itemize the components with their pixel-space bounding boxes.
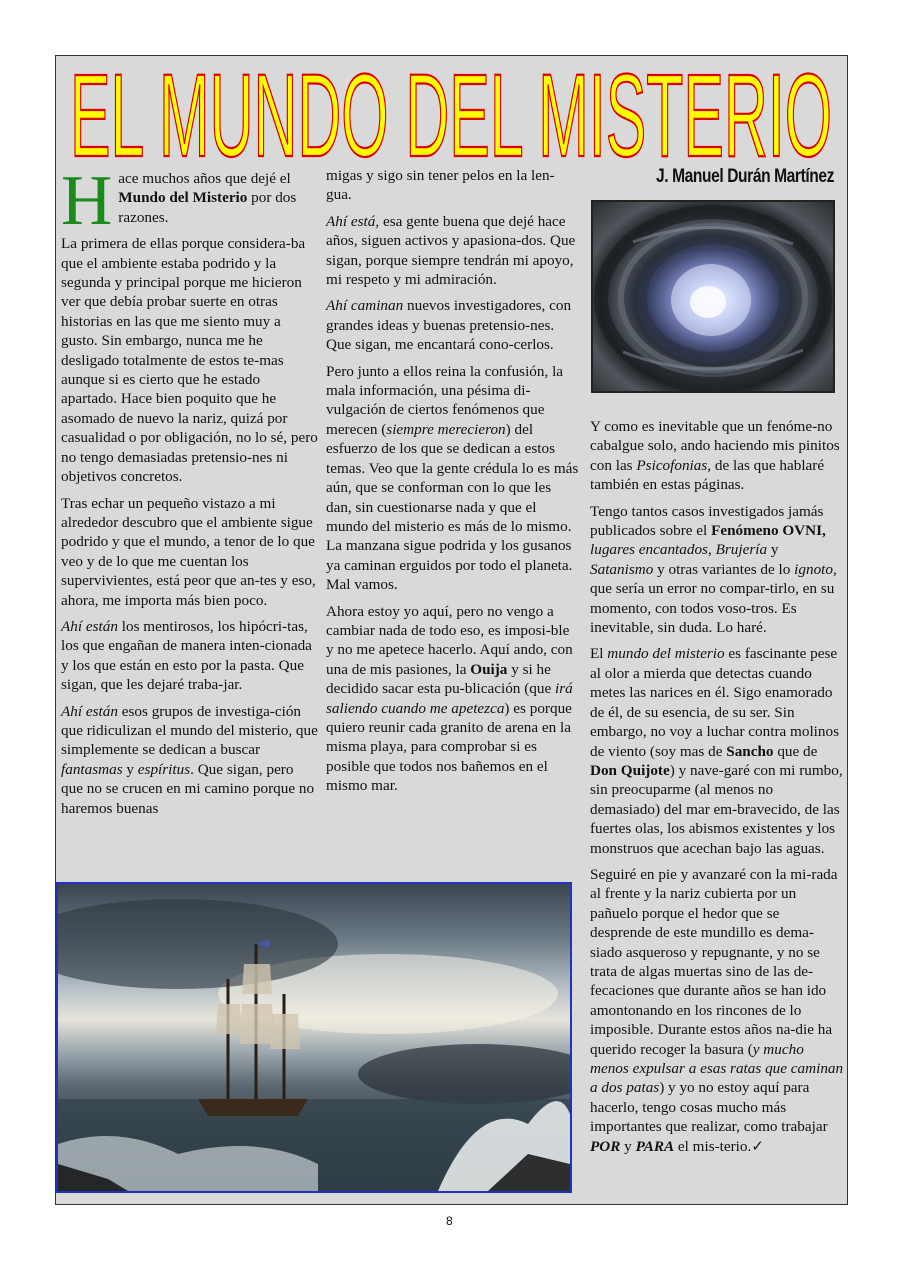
text-run: es fascinante pese al olor a mierda que detectas cuando metes las narices en él. Sigo enamorado de él, de su esencia, de su ser. Sin embargo, no voy a luchar contra molinos de viento (soy mas de: [590, 645, 839, 760]
page-number: 8: [446, 1214, 453, 1228]
checkmark-icon: ✓: [751, 1137, 765, 1155]
text-run: . Que sigan, pero que no se crucen en mi camino porque no haremos buenas: [61, 760, 315, 817]
text-run: ) y yo no estoy aquí para hacerlo, tengo cosas mucho más importantes que realizar, como trabajar: [590, 1079, 828, 1136]
text-run: esos grupos de investiga-ción que ridiculizan el mundo del misterio, que simplemente se dedican a buscar: [61, 702, 318, 759]
text-run: Ahora estoy yo aquí, pero no vengo a cambiar nada de todo eso, es imposi-ble y no me apetece hacerlo. Aquí ando, con una de mis pasiones, la: [326, 602, 573, 678]
portal-image: [591, 200, 835, 393]
paragraph-11: [590, 417, 844, 495]
text-run: siempre merecieron: [386, 420, 506, 438]
drop-cap: H: [61, 162, 113, 240]
paragraph-3: Tras echar un pequeño vistazo a mi alrededor descubro que el ambiente sigue podrido y que el mundo, a tenor de lo que veo y de lo que me cuentan los supervivientes, está peor que an-tes y eso, ahora, me importa más bien poco.: [61, 494, 316, 609]
column-3: [590, 417, 844, 1163]
author-byline: J. Manuel Durán Martínez: [656, 166, 835, 187]
text-run: ignoto,: [794, 560, 837, 578]
paragraph-6: migas y sigo sin tener pelos en la len-gua.: [326, 167, 555, 204]
column-1: [61, 162, 318, 825]
text-run: Brujería: [715, 541, 768, 559]
portal-illustration: [593, 202, 833, 391]
paragraph-7: [326, 212, 579, 290]
text-run: Satanismo: [590, 560, 654, 578]
text-run: Ahí están: [61, 617, 118, 635]
text-run: ,: [707, 541, 716, 559]
paragraph-14: [590, 865, 844, 1156]
text-run: Fenómeno OVNI,: [711, 522, 826, 540]
paragraph-8: [326, 296, 579, 354]
text-run: que de: [773, 742, 818, 760]
text-run: Sancho: [726, 742, 774, 760]
text-run: Y como es inevitable que un fenóme-no cabalgue solo, ando haciendo mis pinitos con las: [590, 418, 840, 474]
paragraph-9: [326, 362, 579, 595]
text-run: espíritus: [137, 760, 191, 778]
text-run: Don Quijote: [590, 761, 670, 779]
text-run: y: [767, 541, 779, 559]
text-run: y: [122, 760, 138, 778]
mundo-del-misterio-bold: Mundo del Misterio: [118, 189, 248, 207]
text-run: que sería un error no compar-tirlo, en su momento, con todos voso-tros. Es inevitable, sin duda. Lo haré.: [590, 580, 835, 637]
text-run: Psicofonias: [636, 456, 708, 474]
text-run: y mucho menos expulsar a esas ratas que caminan a dos patas: [590, 1040, 844, 1097]
text-run: Ahí está,: [326, 212, 380, 230]
paragraph-1: [61, 162, 318, 240]
paragraph-5: [61, 702, 318, 818]
ship-image: [56, 882, 572, 1193]
text-run: Ahí están: [61, 702, 118, 720]
text-run: ) y nave-garé con mi rumbo, sin preocuparme (al menos no demasiado) del mar em-bravecido, de las fuertes olas, los abismos existentes y los monstruos que acechan bajo las aguas.: [590, 761, 843, 857]
text-run: y: [620, 1137, 636, 1155]
text-run: Tengo tantos casos investigados jamás publicados sobre el: [590, 502, 824, 540]
text-run: Seguiré en pie y avanzaré con la mi-rada al frente y la nariz cubierta por un pañuelo porque el hedor que se desprende de este mundillo es dema-siado asqueroso y repugnante, y no se trata de algas muertas sino de las de-fecaciones que durante años se han ido amontonando en los rincones de lo imposible. Durante estos años na-die ha querido recoger la basura (: [590, 865, 838, 1058]
paragraph-4: [61, 617, 318, 695]
text-run: mundo del misterio: [607, 645, 725, 663]
text-run: nuevos investigadores, con grandes ideas y buenas pretensio-nes. Que sigan, me encantará cono-cerlos.: [326, 297, 572, 354]
magazine-page: [55, 55, 848, 1205]
text-run: los mentirosos, los hipócri-tas, los que engañan de manera inten-cionada y los que están en esto por la pasta. Que sigan, que les dejaré traba-jar.: [61, 617, 312, 694]
text-run: esa gente buena que dejé hace años, siguen activos y apasiona-dos. Que sigan, porque siempre tendrán mi apoyo, mi respeto y mi admiración.: [326, 212, 576, 289]
text-run: por dos razones.: [118, 189, 297, 226]
text-run: fantasmas: [61, 760, 123, 778]
page-title: [64, 60, 839, 170]
text-run: ) es porque quiero reunir cada granito de arena en la misma playa, para comprobar si es posible que todos nos bañemos en el mismo mar.: [326, 699, 572, 795]
text-run: y otras variantes de lo: [653, 560, 795, 578]
text-run: Ahí caminan: [326, 297, 404, 315]
paragraph-12: [590, 502, 844, 638]
text-run: POR: [590, 1137, 621, 1155]
paragraph-13: [590, 644, 844, 857]
text-run: el mis-terio.: [674, 1137, 752, 1155]
paragraph-2: La primera de ellas porque considera-ba que el ambiente estaba podrido y la segunda y principal porque me hicieron ver que debía probar suerte en otras historias en las que me siento muy a gusto. Sin embargo, nunca me he desligado totalmente de estos te-mas aunque si es cierto que he estado apartado. Hace bien poquito que he asomado de nuevo la nariz, quizá por casualidad o por obligación, no lo sé, pero no tengo demasiadas pretensio-nes ni objetivos concretos.: [61, 235, 318, 486]
text-run: PARA: [635, 1137, 675, 1155]
text-run: lugares encantados: [590, 541, 708, 559]
column-2: [326, 166, 579, 803]
text-run: ace muchos años que dejé el: [118, 170, 291, 187]
text-run: y si he decidido sacar esta pu-blicación (que: [326, 660, 555, 698]
ship-illustration: [58, 884, 570, 1191]
paragraph-10: [326, 602, 579, 796]
title-text: EL MUNDO DEL MISTERIO: [70, 60, 832, 170]
text-run: Pero junto a ellos reina la confusión, la mala información, una pésima di-vulgación de ciertos fenómenos que merecen (: [326, 362, 564, 438]
text-run: , de las que hablaré también en estas páginas.: [590, 456, 825, 494]
text-run: irá saliendo cuando me apetezca: [326, 680, 573, 717]
text-run: ) del esfuerzo de los que se dedican a estos temas. Veo que la gente crédula lo es más aún, que se conforman con lo que les dan, sin cuestionarse nada y que el mundo del misterio es más de lo mismo. La manzana sigue podrida y los gusanos ya caminan erguidos por todo el planeta. Mal vamos.: [326, 420, 579, 594]
text-run: El: [590, 645, 608, 663]
text-run: Ouija: [470, 660, 508, 678]
